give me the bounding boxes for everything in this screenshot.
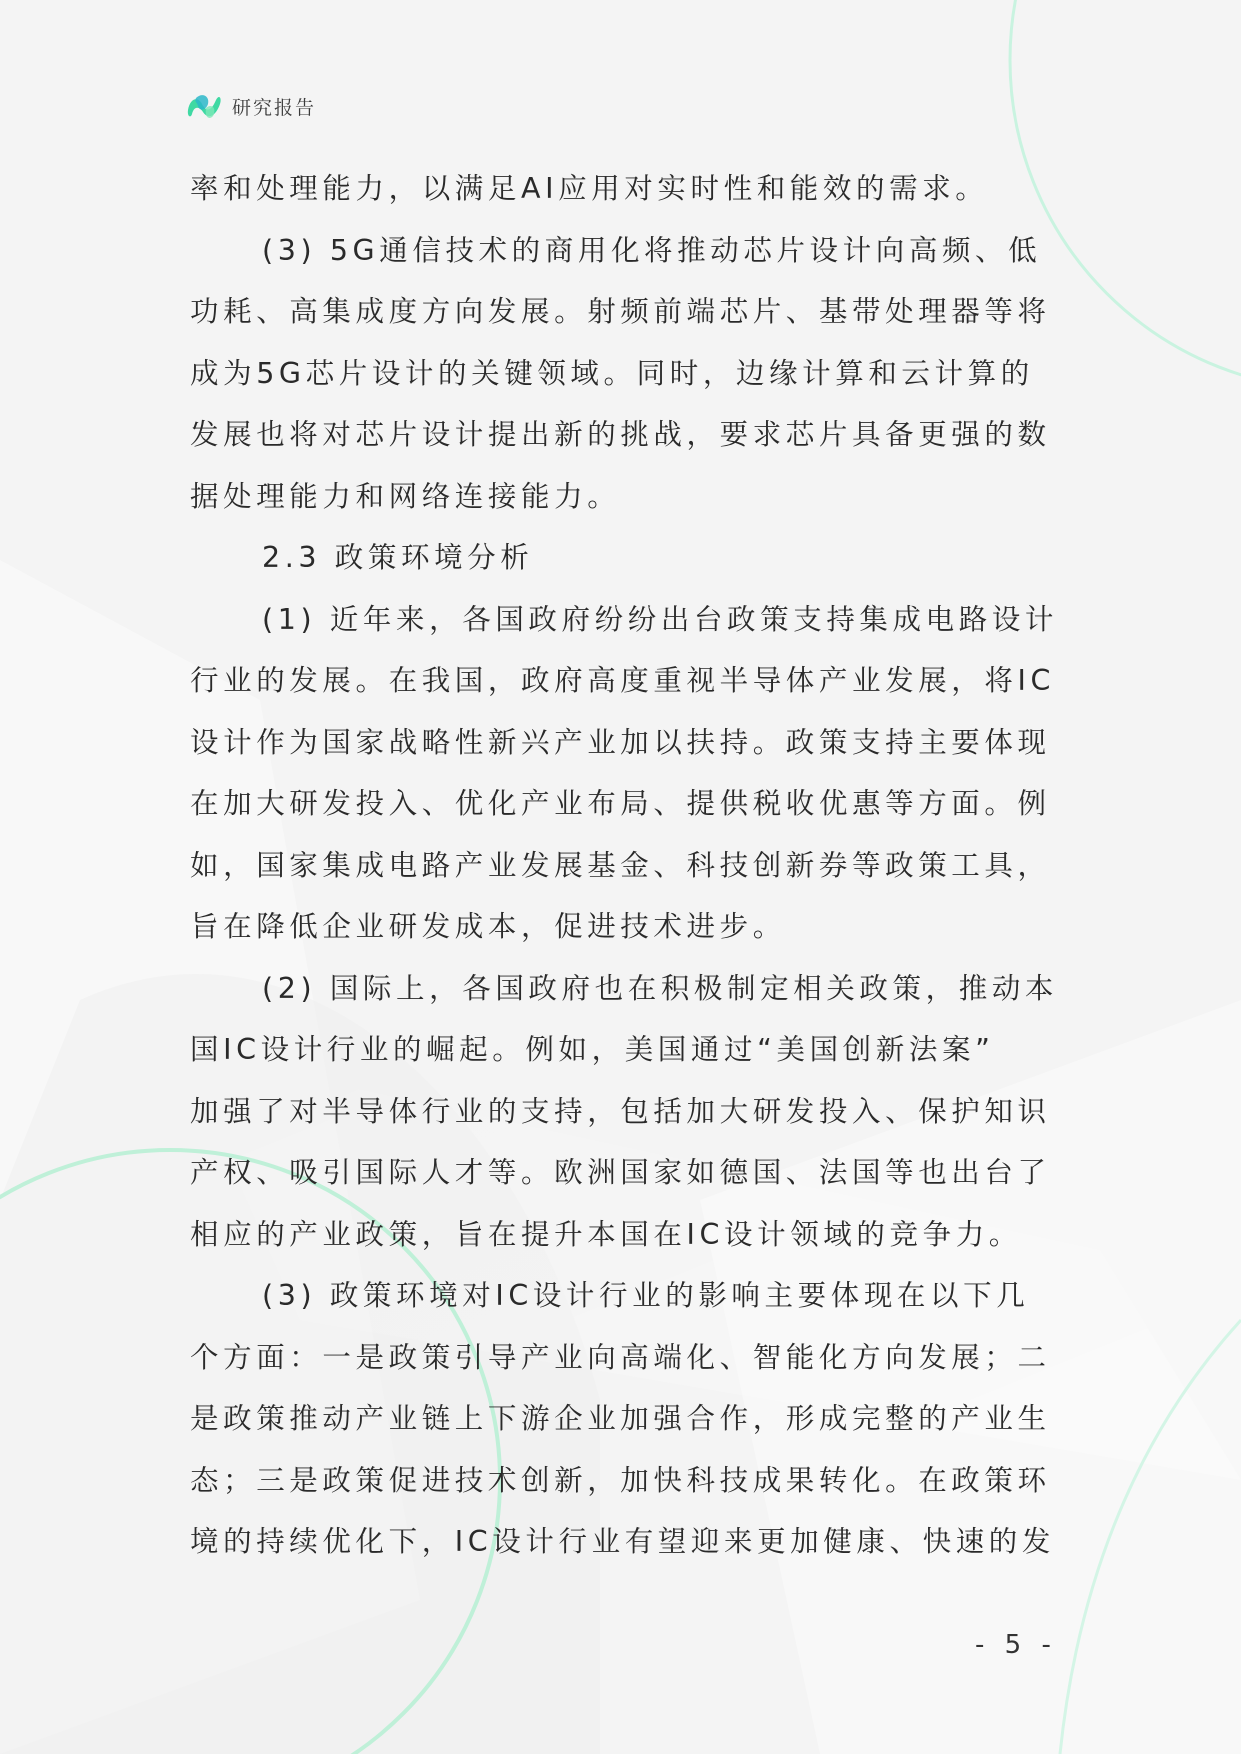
paragraph-line: (2) 国际上，各国政府也在积极制定相关政策，推动本 (262, 971, 1059, 1005)
paragraph-line: 旨在降低企业研发成本，促进技术进步。 (190, 910, 786, 943)
section-heading: 2.3 政策环境分析 (262, 541, 534, 574)
paragraph-line: 境的持续优化下，IC设计行业有望迎来更加健康、快速的发 (190, 1525, 1056, 1558)
paragraph-line: 国IC设计行业的崛起。例如，美国通过“美国创新法案” (190, 1033, 995, 1066)
header-title: 研究报告 (232, 96, 317, 119)
paragraph-line: 功耗、高集成度方向发展。射频前端芯片、基带处理器等将 (190, 295, 1051, 328)
paragraph-line: 如，国家集成电路产业发展基金、科技创新券等政策工具， (190, 848, 1051, 882)
page-number: - 5 - (975, 1630, 1057, 1660)
paragraph-line: 发展也将对芯片设计提出新的挑战，要求芯片具备更强的数 (190, 418, 1051, 451)
paragraph-line: 态；三是政策促进技术创新，加快科技成果转化。在政策环 (190, 1463, 1051, 1497)
paragraph-line: 率和处理能力，以满足AI应用对实时性和能效的需求。 (190, 172, 989, 205)
paragraph-line: 据处理能力和网络连接能力。 (190, 479, 621, 513)
paragraph-line: 产权、吸引国际人才等。欧洲国家如德国、法国等也出台了 (190, 1156, 1051, 1189)
paragraph-line: (1) 近年来，各国政府纷纷出台政策支持集成电路设计 (262, 602, 1059, 636)
paragraph-line: 行业的发展。在我国，政府高度重视半导体产业发展，将IC (190, 664, 1056, 697)
paragraph-line: 成为5G芯片设计的关键领域。同时，边缘计算和云计算的 (190, 356, 1034, 390)
brand-logo-icon (186, 90, 222, 122)
document-body (190, 158, 1062, 1573)
paragraph-line: 是政策推动产业链上下游企业加强合作，形成完整的产业生 (190, 1402, 1051, 1435)
paragraph-line: 在加大研发投入、优化产业布局、提供税收优惠等方面。例 (190, 787, 1051, 820)
paragraph-line: 加强了对半导体行业的支持，包括加大研发投入、保护知识 (190, 1094, 1051, 1128)
paragraph-line: (3) 政策环境对IC设计行业的影响主要体现在以下几 (262, 1279, 1030, 1312)
paragraph-line: (3) 5G通信技术的商用化将推动芯片设计向高频、低 (262, 233, 1042, 267)
report-header (186, 88, 316, 124)
paragraph-line: 相应的产业政策，旨在提升本国在IC设计领域的竞争力。 (190, 1217, 1022, 1251)
paragraph-line: 设计作为国家战略性新兴产业加以扶持。政策支持主要体现 (190, 725, 1051, 759)
paragraph-line: 个方面：一是政策引导产业向高端化、智能化方向发展；二 (190, 1340, 1051, 1374)
